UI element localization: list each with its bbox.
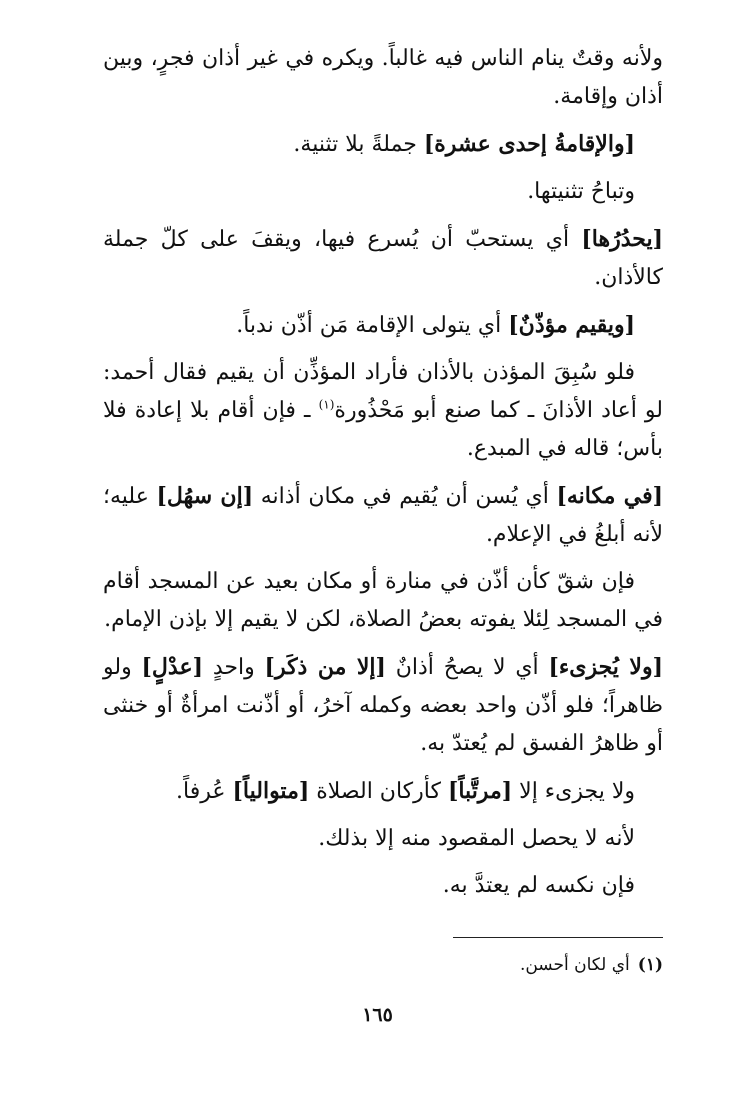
footnote-number: (١) <box>637 955 663 975</box>
paragraph-9 <box>103 648 663 763</box>
term-bold: [في مكانه] <box>556 483 664 509</box>
paragraph-1 <box>103 40 663 116</box>
paragraph-text: ولو ظاهراً؛ فلو أذّن واحد بعضه وكمله آخرُ، أو أذّنت امرأةٌ أو خنثى أو ظاهرُ الفسق لم يُعتدّ به. <box>103 655 663 756</box>
term-bold: [ويقيم مؤذّنٌ] <box>508 312 635 338</box>
paragraph-2 <box>103 125 663 164</box>
paragraph-text: فإن شقّ كأن أذّن في منارة أو مكان بعيد عن المسجد أقام في المسجد لِئلا يفوته بعضُ الصلاة، لكن لا يقيم إلا بإذن الإمام. <box>103 569 663 632</box>
paragraph-6 <box>103 354 663 468</box>
footnote-marker: (١) <box>318 397 335 412</box>
page-number: ١٦٥ <box>362 1004 393 1026</box>
paragraph-7 <box>103 477 663 554</box>
paragraph-text: أي لا يصحُ أذانٌ <box>385 655 549 680</box>
paragraph-text: عليه؛ لأنه أبلغُ في الإعلام. <box>103 484 663 547</box>
footnote-text: أي لكان أحسن. <box>519 955 630 975</box>
paragraph-text: أي يستحبّ أن يُسرع فيها، ويقفَ على كلّ جملة كالأذان. <box>103 227 663 290</box>
paragraph-12 <box>103 867 663 905</box>
paragraph-text: ولا يجزىء إلا <box>512 779 635 804</box>
term-bold: [يحدُرُها] <box>581 226 663 252</box>
paragraph-3 <box>103 173 663 211</box>
paragraph-text: كأركان الصلاة <box>309 779 448 804</box>
paragraph-text: أي يتولى الإقامة مَن أذّن ندباً. <box>236 313 509 338</box>
paragraph-text: جملةً بلا تثنية. <box>293 132 424 157</box>
paragraph-text: ولأنه وقتٌ ينام الناس فيه غالباً. ويكره في غير أذان فجرٍ، وبين أذان وإقامة. <box>103 46 663 109</box>
paragraph-4 <box>103 220 663 297</box>
term-bold: [متوالياً] <box>232 778 310 804</box>
main-text <box>103 40 663 905</box>
footnote-divider <box>453 937 663 938</box>
paragraph-text: فلو سُبِقَ المؤذن بالأذان فأراد المؤذِّن أن يقيم فقال أحمد: لو أعاد الأذانَ ـ كما صنع أبو مَحْذُورة <box>103 360 663 423</box>
term-bold: [ولا يُجزىء] <box>548 654 663 680</box>
footnote <box>520 952 663 978</box>
paragraph-8 <box>103 563 663 639</box>
term-bold: [إن سهُل] <box>156 483 254 509</box>
term-bold: [عدْلٍ] <box>141 654 203 680</box>
paragraph-11 <box>103 820 663 858</box>
paragraph-text: وتباحُ تثنيتها. <box>527 179 635 204</box>
paragraph-text: لأنه لا يحصل المقصود منه إلا بذلك. <box>318 826 635 851</box>
paragraph-text: أي يُسن أن يُقيم في مكان أذانه <box>253 484 557 509</box>
term-bold: [إلا من ذكَر] <box>264 654 386 680</box>
paragraph-text: ـ فإن أقام بلا إعادة فلا بأس؛ قاله في المبدع. <box>103 398 663 461</box>
paragraph-text: فإن نكسه لم يعتدَّ به. <box>442 873 635 898</box>
term-bold: [والإقامةُ إحدى عشرة] <box>423 131 635 157</box>
paragraph-10 <box>103 772 663 811</box>
term-bold: [مرتَّباً] <box>447 778 513 804</box>
paragraph-text: واحدٍ <box>203 655 265 680</box>
paragraph-5 <box>103 306 663 345</box>
paragraph-text: عُرفاً. <box>176 779 233 804</box>
